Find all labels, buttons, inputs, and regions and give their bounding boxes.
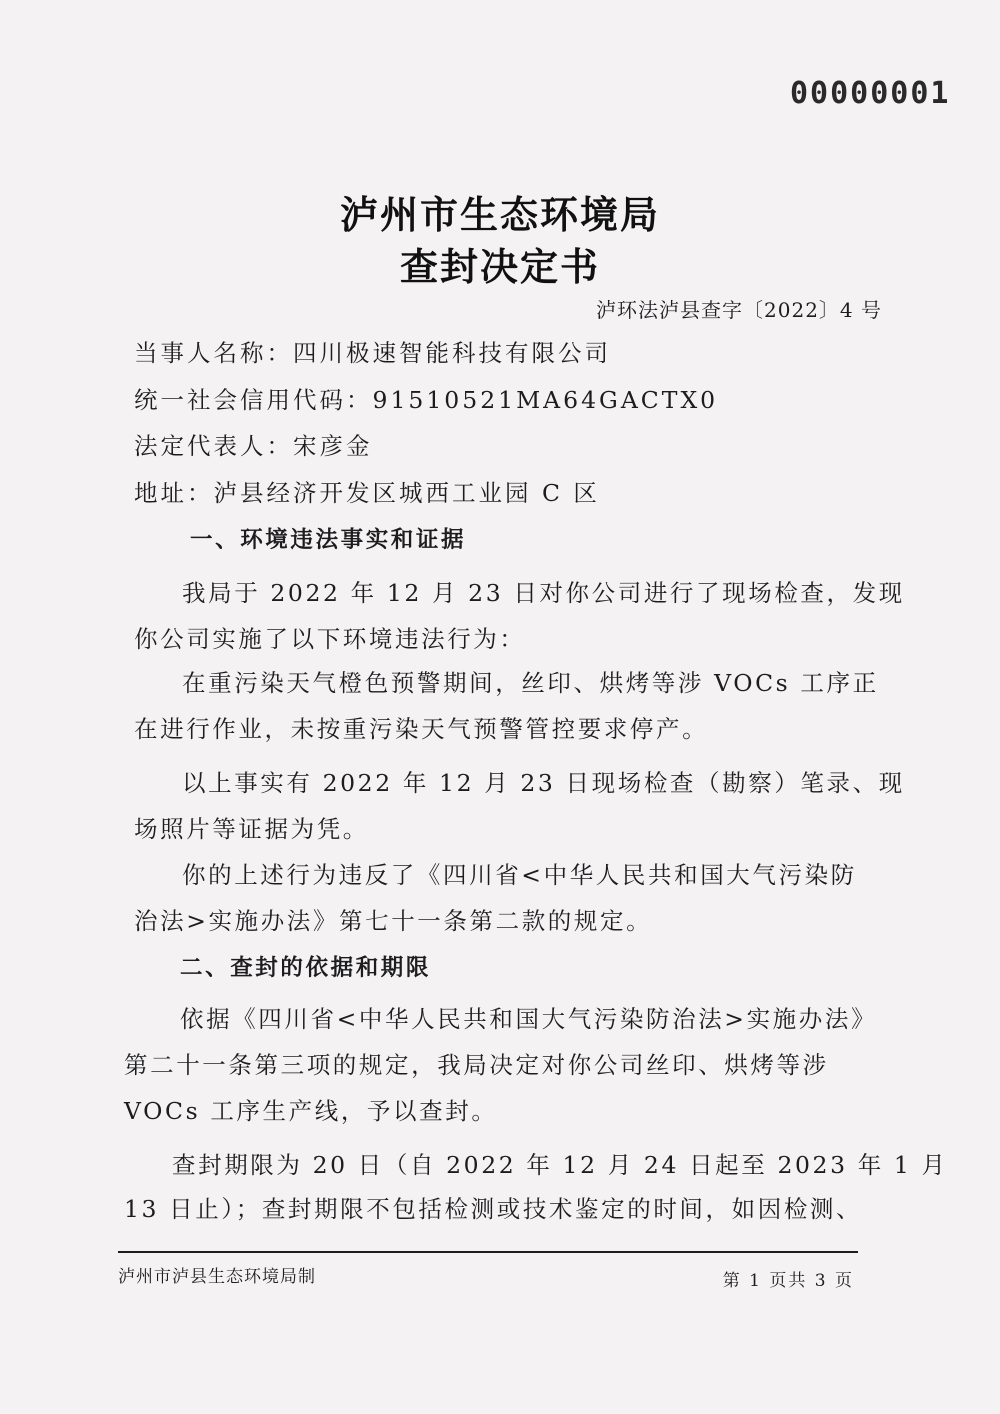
paragraph-line: 治法>实施办法》第七十一条第二款的规定。	[134, 907, 653, 935]
footer-issuer: 泸州市泸县生态环境局制	[118, 1267, 316, 1287]
page-number: 第 1 页共 3 页	[722, 1271, 854, 1291]
paragraph-line: 你的上述行为违反了《四川省<中华人民共和国大气污染防	[182, 861, 857, 889]
document-title-agency: 泸州市生态环境局	[339, 192, 660, 237]
paragraph-line: 依据《四川省<中华人民共和国大气污染防治法>实施办法》	[180, 1005, 878, 1033]
paragraph-line: 在进行作业，未按重污染天气预警管控要求停产。	[134, 715, 709, 743]
section1-heading: 一、环境违法事实和证据	[190, 527, 467, 553]
footer-divider	[118, 1251, 858, 1253]
document-title-type: 查封决定书	[399, 244, 600, 289]
credit-code: 统一社会信用代码：91510521MA64GACTX0	[134, 386, 719, 414]
paragraph-line: 场照片等证据为凭。	[134, 815, 369, 843]
paragraph-line: 13 日止）；查封期限不包括检测或技术鉴定的时间，如因检测、	[124, 1195, 863, 1223]
section2-heading: 二、查封的依据和期限	[180, 955, 432, 981]
legal-representative: 法定代表人：宋彦金	[134, 432, 373, 460]
paragraph-line: 查封期限为 20 日（自 2022 年 12 月 24 日起至 2023 年 1 月	[172, 1151, 948, 1179]
paragraph-line: 你公司实施了以下环境违法行为：	[134, 625, 526, 653]
paragraph-line: VOCs 工序生产线，予以查封。	[124, 1097, 498, 1125]
address: 地址：泸县经济开发区城西工业园 C 区	[134, 479, 600, 507]
paragraph-line: 以上事实有 2022 年 12 月 23 日现场检查（勘察）笔录、现	[182, 769, 905, 797]
document-number: 泸环法泸县查字〔2022〕4 号	[596, 298, 882, 322]
paragraph-line: 在重污染天气橙色预警期间，丝印、烘烤等涉 VOCs 工序正	[182, 669, 879, 697]
party-name: 当事人名称：四川极速智能科技有限公司	[134, 339, 611, 367]
serial-number: 00000001	[790, 76, 951, 111]
paragraph-line: 第二十一条第三项的规定，我局决定对你公司丝印、烘烤等涉	[124, 1051, 829, 1079]
paragraph-line: 我局于 2022 年 12 月 23 日对你公司进行了现场检查，发现	[182, 579, 905, 607]
